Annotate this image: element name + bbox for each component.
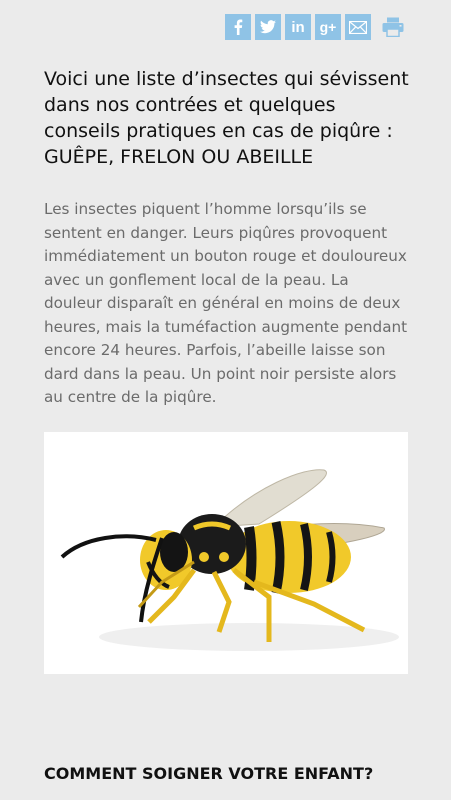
facebook-icon	[233, 19, 243, 35]
facebook-share-button[interactable]	[225, 14, 251, 40]
printer-icon	[382, 17, 404, 37]
email-share-button[interactable]	[345, 14, 371, 40]
article-subtitle: GUÊPE, FRELON OU ABEILLE	[44, 146, 314, 168]
share-bar	[225, 14, 407, 40]
article-paragraph: Les insectes piquent l’homme lorsqu’ils se sentent en danger. Leurs piqûres provoquent immédiatement un bouton rouge et douloureux avec un gonflement local de la peau. La douleur disparaît en général en moins de deux heures, mais la tuméfaction augmente pendant encore 24 heures. Parfois, l’abeille laisse son dard dans la peau. Un point noir persiste alors au centre de la piqûre.	[44, 200, 408, 406]
twitter-icon	[260, 20, 276, 34]
linkedin-share-button[interactable]	[285, 14, 311, 40]
mail-icon	[349, 21, 367, 34]
twitter-share-button[interactable]	[255, 14, 281, 40]
section-heading: COMMENT SOIGNER VOTRE ENFANT?	[44, 764, 374, 783]
article-title: Voici une liste d’insectes qui sévissent dans nos contrées et quelques conseils pratiques en cas de piqûre :	[44, 68, 409, 142]
print-button[interactable]	[379, 14, 407, 40]
article-content	[44, 66, 410, 674]
wasp-photo	[44, 432, 408, 674]
googleplus-share-button[interactable]	[315, 14, 341, 40]
linkedin-icon: in	[291, 18, 305, 36]
googleplus-icon: g+	[319, 19, 337, 35]
wasp-illustration	[44, 432, 408, 674]
